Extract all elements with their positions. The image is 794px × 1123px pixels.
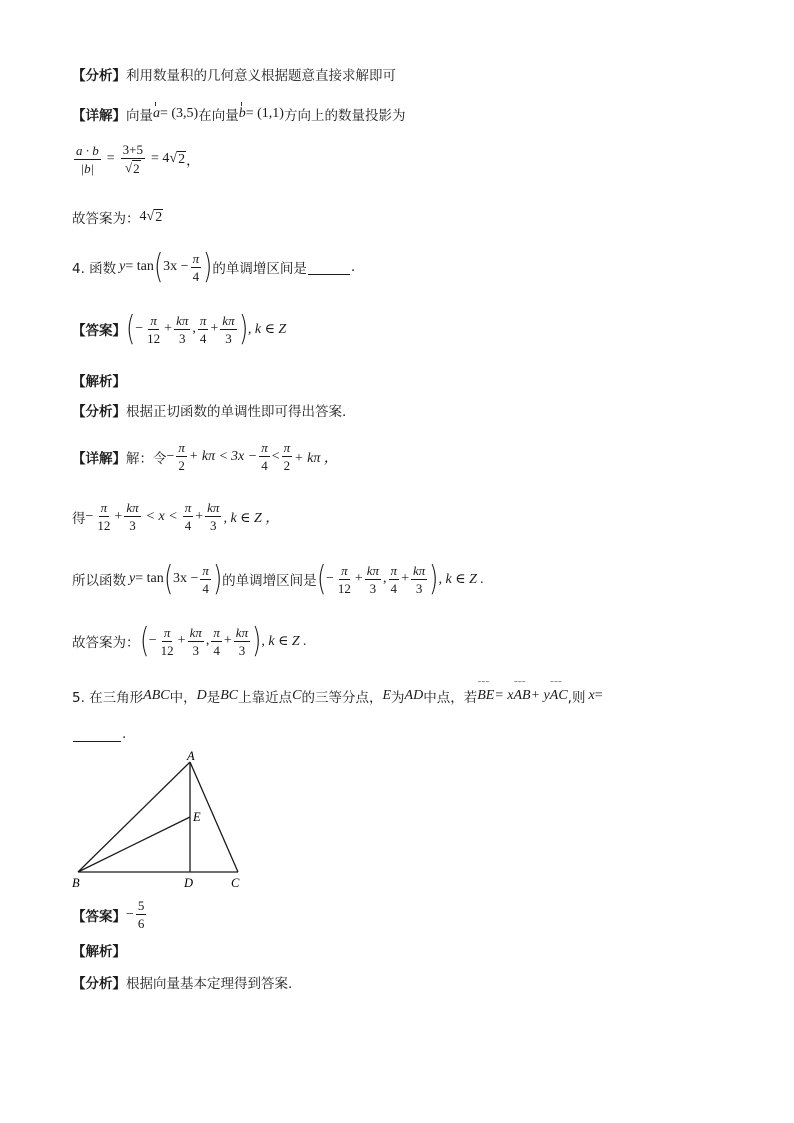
vector-be: ⌣⌣⌣ BE — [477, 688, 494, 704]
analysis-4: 【分析】 根据正切函数的单调性即可得出答案. — [72, 404, 347, 420]
vector-b-value: = (1,1) — [245, 106, 284, 121]
detail-text-2: 在向量 — [198, 108, 239, 124]
derive-4: 得 − $\frac{\pi}{12}$ + $\frac{k\pi}{3}$ < x < $\frac{\pi}{4}$ + $\frac{k\pi}{3}$ , k ∈ Z ， — [72, 500, 280, 533]
label-c: C — [231, 876, 240, 890]
detail-tag: 【详解】 — [72, 108, 126, 124]
vector-a-value: = (3,5) — [160, 106, 199, 121]
detail-line-1 — [72, 104, 405, 124]
question-4: 4. 函数 y = tan ( 3x − $\frac{\pi}{4}$ ) 的单调增区间是 . — [72, 247, 356, 287]
detail-4: 【详解】 解：令 − $\frac{\pi}{2}$ + kπ < 3x − $\frac{\pi}{4}$ < $\frac{\pi}{2}$ + kπ ， — [72, 440, 338, 473]
analysis-text: 利用数量积的几何意义根据题意直接求解即可 — [126, 68, 396, 84]
vector-ab: ⌣⌣⌣ AB — [514, 688, 531, 704]
question-5: 5. 在三角形 ABC 中， D 是 BC 上靠近点 C 的三等分点， E 为 AD 中点，若 ⌣⌣⌣ BE = x ⌣⌣⌣ AB + y ⌣⌣⌣ AC ,则 x = — [72, 686, 603, 706]
vector-a: a — [153, 106, 160, 121]
answer-4: 【答案】 ( − $\frac{\pi}{12}$ + $\frac{k\pi}{3}$ , $\frac{\pi}{4}$ + $\frac{k\pi}{3}$ ) , k ∈ Z — [72, 309, 287, 349]
projection-formula: $\frac{a \cdot b}{|b|}$ = 3+5 √ 2 = 4 √ 2 ， — [76, 142, 200, 176]
segment-be — [78, 817, 190, 872]
conclusion-4: 所以函数 y = tan ( 3x − $\frac{\pi}{4}$ ) 的单调增区间是 ( − $\frac{\pi}{12}$ + $\frac{k\pi}{3}$ , $\frac{\pi}{4}$ + $\frac{k\pi}{3}$ ) , k ∈ Z . — [72, 559, 484, 599]
detail-text-1: 向量 — [126, 108, 153, 124]
analysis-line-1 — [72, 64, 396, 84]
label-d: D — [184, 876, 194, 890]
analysis-tag: 【分析】 — [72, 68, 126, 84]
solution-heading-4: 【解析】 — [72, 374, 126, 390]
final-answer-4: 故答案为： ( − $\frac{\pi}{12}$ + $\frac{k\pi}{3}$ , $\frac{\pi}{4}$ + $\frac{k\pi}{3}$ ) , k ∈ Z . — [72, 621, 307, 661]
analysis-5: 【分析】 根据向量基本定理得到答案. — [72, 976, 293, 992]
sqrt-result: √ 2 — [169, 151, 186, 167]
question-5-blank: . — [72, 726, 126, 742]
fraction-sum-over-sqrt: 3+5 √ 2 — [122, 142, 143, 176]
side-ab — [78, 762, 190, 872]
triangle-figure — [68, 748, 258, 893]
fraction-ab-over-b: $\frac{a \cdot b}{|b|}$ — [76, 142, 99, 176]
label-b: B — [72, 876, 80, 890]
answer-blank — [308, 260, 350, 275]
label-a: A — [187, 749, 195, 763]
detail-text-3: 方向上的数量投影为 — [283, 108, 406, 124]
answer-line-p3: 故答案为： 4 √ 2 — [72, 209, 163, 227]
solution-heading-5: 【解析】 — [72, 944, 126, 960]
vector-b: b — [238, 106, 246, 121]
vector-ac: ⌣⌣⌣ AC — [550, 688, 568, 704]
label-e: E — [193, 810, 201, 824]
answer-5: 【答案】 − $\frac{5}{6}$ — [72, 898, 145, 931]
